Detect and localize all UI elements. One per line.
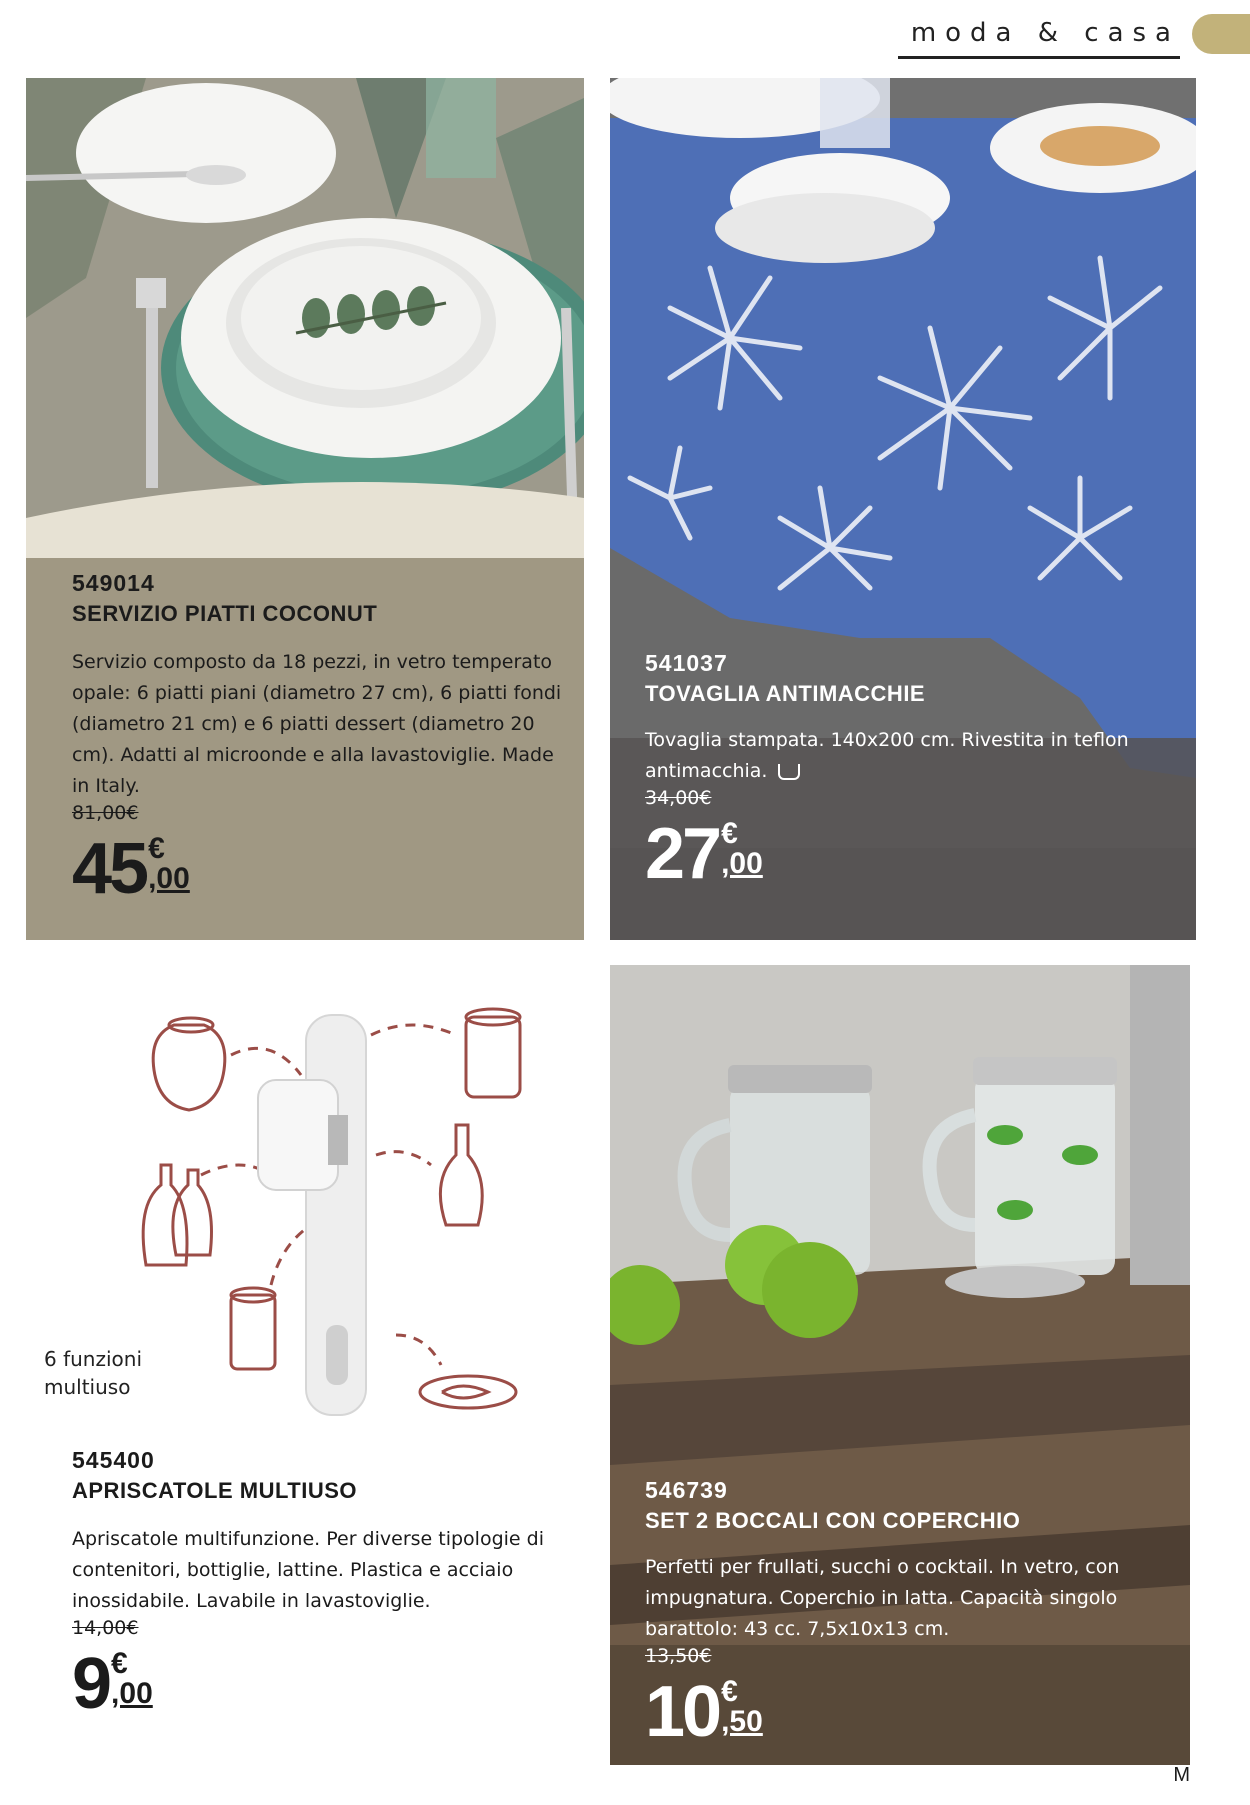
old-price: 13,50€ bbox=[645, 1645, 712, 1667]
price bbox=[72, 829, 562, 909]
price-currency: € bbox=[721, 1675, 738, 1708]
price-integer: 27 bbox=[645, 814, 720, 894]
price-integer: 45 bbox=[72, 829, 147, 909]
product-name: SET 2 BOCCALI CON COPERCHIO bbox=[645, 1508, 1021, 1533]
price-integer: 10 bbox=[645, 1672, 720, 1752]
product-card-tovaglia bbox=[610, 78, 1196, 940]
old-price: 34,00€ bbox=[645, 787, 712, 809]
price bbox=[72, 1644, 562, 1724]
page-letter: M bbox=[1173, 1764, 1190, 1786]
multiuse-badge: 6 funzioni multiuso bbox=[44, 1347, 142, 1399]
section-underline bbox=[898, 56, 1180, 59]
price-decimal: ,00 bbox=[111, 1677, 153, 1710]
product-description: Tovaglia stampata. 140x200 cm. Rivestita in teflon antimacchia. bbox=[645, 729, 1129, 782]
old-price: 14,00€ bbox=[72, 1617, 139, 1639]
product-code: 541037 bbox=[645, 650, 728, 676]
product-card-apriscatole bbox=[26, 965, 584, 1765]
old-price: 81,00€ bbox=[72, 802, 139, 824]
price-decimal: ,50 bbox=[721, 1705, 763, 1738]
price-decimal: ,00 bbox=[148, 862, 190, 895]
product-info bbox=[645, 650, 1165, 894]
wash-icon bbox=[778, 764, 800, 780]
product-code: 546739 bbox=[645, 1477, 728, 1503]
product-code: 545400 bbox=[72, 1447, 155, 1473]
product-code: 549014 bbox=[72, 570, 155, 596]
product-info bbox=[645, 1477, 1180, 1752]
product-info bbox=[72, 570, 562, 909]
product-card-coconut bbox=[26, 78, 584, 940]
price-decimal: ,00 bbox=[721, 847, 763, 880]
price-currency: € bbox=[721, 817, 738, 850]
product-name: APRISCATOLE MULTIUSO bbox=[72, 1478, 357, 1503]
price-currency: € bbox=[111, 1647, 128, 1680]
price-integer: 9 bbox=[72, 1644, 110, 1724]
price bbox=[645, 814, 1165, 894]
product-photo-plates bbox=[26, 78, 584, 558]
product-info bbox=[72, 1447, 562, 1724]
product-description: Apriscatole multifunzione. Per diverse tipologie di contenitori, bottiglie, lattine. Plastica e acciaio inossidabile. Lavabile in lavastoviglie. bbox=[72, 1528, 544, 1612]
product-description: Servizio composto da 18 pezzi, in vetro temperato opale: 6 piatti piani (diametro 27 cm), 6 piatti fondi (diametro 21 cm) e 6 piatti dessert (diametro 20 cm). Adatti al microonde e alla lavastoviglie. Made in Italy. bbox=[72, 651, 562, 797]
price bbox=[645, 1672, 1180, 1752]
product-name: TOVAGLIA ANTIMACCHIE bbox=[645, 681, 926, 706]
price-currency: € bbox=[148, 832, 165, 865]
product-card-boccali bbox=[610, 965, 1190, 1765]
section-title: moda & casa bbox=[910, 18, 1180, 48]
gold-tab bbox=[1192, 14, 1250, 54]
product-description: Perfetti per frullati, succhi o cocktail. In vetro, con impugnatura. Coperchio in latta. Capacità singolo barattolo: 43 cc. 7,5x10x13 cm. bbox=[645, 1556, 1120, 1640]
product-name: SERVIZIO PIATTI COCONUT bbox=[72, 601, 378, 626]
